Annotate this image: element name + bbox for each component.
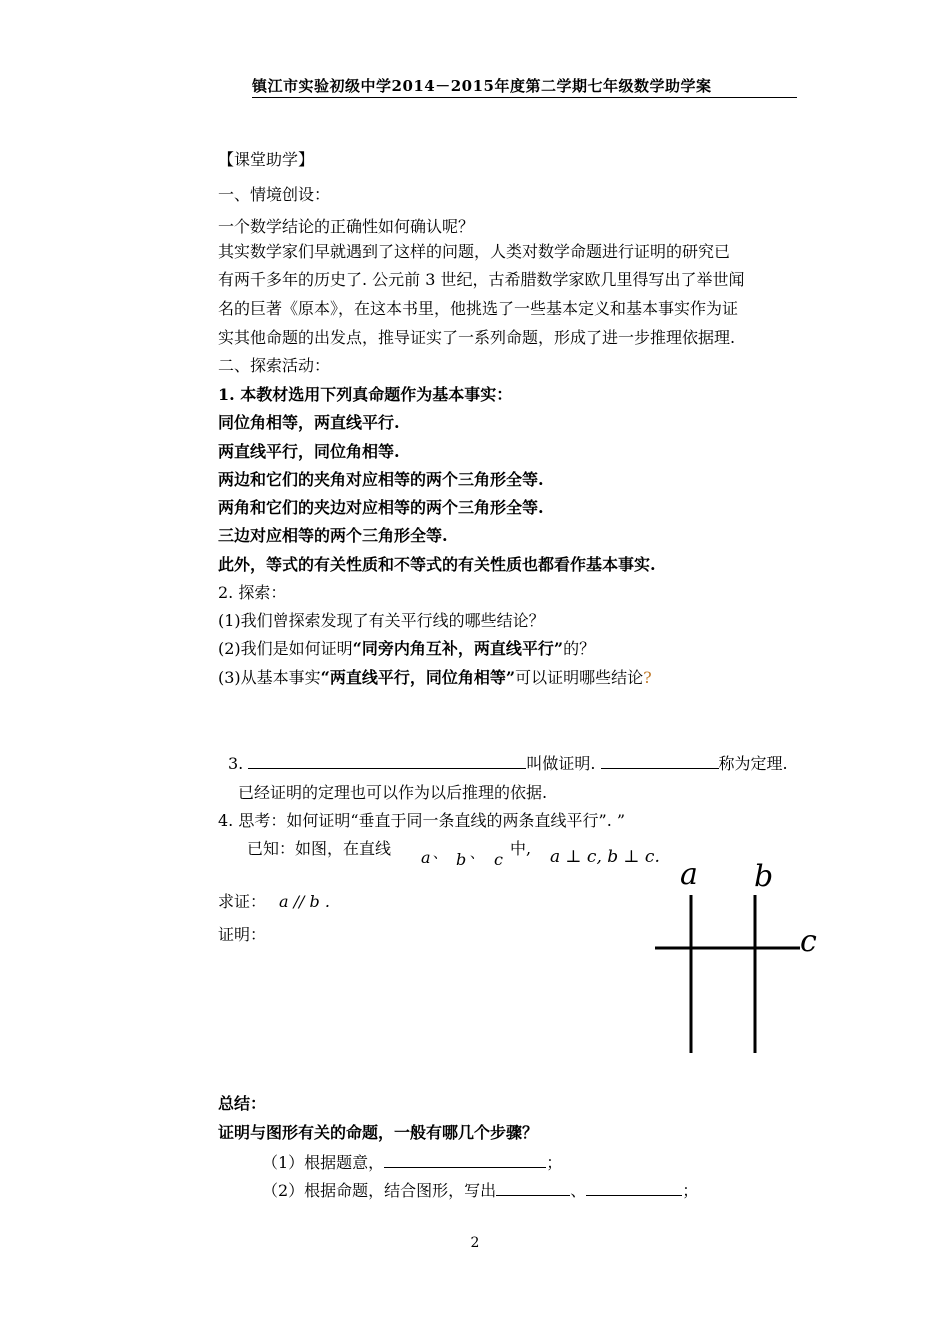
step2-pre: （2）根据命题，结合图形，写出: [262, 1181, 497, 1200]
step2-end: ；: [682, 1181, 699, 1200]
part1-para-line: 实其他命题的出发点，推导证实了一系列命题，形成了进一步推理依据理.: [218, 328, 736, 347]
given-prefix: 已知：如图，在直线: [247, 839, 392, 858]
step1-pre: （1）根据题意，: [262, 1153, 385, 1172]
given-var-b: b: [456, 850, 467, 869]
item3-blank-1[interactable]: [248, 751, 526, 769]
header-underline: [252, 97, 797, 98]
part1-heading: 一、情境创设：: [218, 185, 331, 204]
facts-title: 1. 本教材选用下列真命题作为基本事实：: [218, 385, 513, 404]
perpendicular-lines-figure: [640, 850, 830, 1060]
fact-item: 同位角相等，两直线平行.: [218, 413, 400, 432]
item3-num: 3.: [228, 754, 244, 773]
q3-pre: (3)从基本事实: [218, 668, 321, 687]
fact-item: 两直线平行，同位角相等.: [218, 442, 400, 461]
explore-q1: (1)我们曾探索发现了有关平行线的哪些结论？: [218, 611, 545, 630]
fact-item: 此外，等式的有关性质和不等式的有关性质也都看作基本事实.: [218, 555, 656, 574]
item3-mid: 叫做证明.: [526, 754, 596, 773]
part1-para-line: 其实数学家们早就遇到了这样的问题，人类对数学命题进行证明的研究已: [218, 242, 731, 261]
part1-question: 一个数学结论的正确性如何确认呢？: [218, 217, 475, 236]
item3-line: [228, 751, 788, 777]
item3-blank-2[interactable]: [601, 751, 719, 769]
part2-heading: 二、探索活动：: [218, 356, 331, 375]
explore-q2: [218, 636, 595, 662]
summary-question: 证明与图形有关的命题，一般有哪几个步骤？: [218, 1123, 539, 1142]
given-var-c: c: [494, 850, 503, 869]
page-header: 镇江市实验初级中学2014－2015年度第二学期七年级数学助学案: [252, 77, 712, 95]
item3-note: 已经证明的定理也可以作为以后推理的依据.: [238, 783, 548, 802]
part1-para-line: 名的巨著《原本》，在这本书里，他挑选了一些基本定义和基本事实作为证: [218, 299, 739, 318]
fact-item: 三边对应相等的两个三角形全等.: [218, 526, 448, 545]
given-var-a: a: [421, 848, 431, 867]
figure-label-b: b: [754, 859, 774, 894]
explore-title: 2. 探索：: [218, 583, 287, 602]
proof-label: 证明：: [218, 925, 267, 944]
figure-label-a: a: [680, 857, 698, 892]
step2-blank-2[interactable]: [586, 1178, 682, 1196]
section-title: 【课堂助学】: [218, 150, 315, 169]
fact-item: 两角和它们的夹边对应相等的两个三角形全等.: [218, 498, 544, 517]
fact-item: 两边和它们的夹角对应相等的两个三角形全等.: [218, 470, 544, 489]
item4-think: 4. 思考：如何证明“垂直于同一条直线的两条直线平行”. ”: [218, 811, 626, 830]
step2-sep: 、: [570, 1181, 587, 1200]
q3-bold: “两直线平行，同位角相等”: [320, 668, 516, 687]
page-number: 2: [470, 1235, 480, 1251]
given-mid: 中,: [510, 839, 532, 858]
q2-post: 的？: [563, 639, 596, 658]
figure-label-c: c: [800, 924, 817, 959]
given-sep: 、: [433, 846, 447, 862]
given-sep: 、: [470, 846, 484, 862]
q2-bold: “同旁内角互补，两直线平行”: [352, 639, 564, 658]
q3-post: 可以证明哪些结论: [515, 668, 644, 687]
prove-expression: a // b .: [279, 892, 330, 911]
part1-para-line: 有两千多年的历史了. 公元前 3 世纪，古希腊数学家欧几里得写出了举世闻: [218, 270, 745, 289]
step1-end: ；: [546, 1153, 563, 1172]
summary-step1: [262, 1150, 562, 1176]
prove-prefix: 求证：: [218, 892, 267, 911]
summary-step2: [262, 1178, 698, 1204]
summary-heading: 总结：: [218, 1094, 267, 1113]
explore-q3: [218, 665, 652, 691]
step1-blank[interactable]: [384, 1150, 546, 1168]
given-condition: a ⊥ c, b ⊥ c.: [550, 847, 660, 867]
q3-mark: ?: [643, 668, 652, 687]
item3-end: 称为定理.: [718, 754, 788, 773]
q2-pre: (2)我们是如何证明: [218, 639, 353, 658]
step2-blank-1[interactable]: [496, 1178, 570, 1196]
